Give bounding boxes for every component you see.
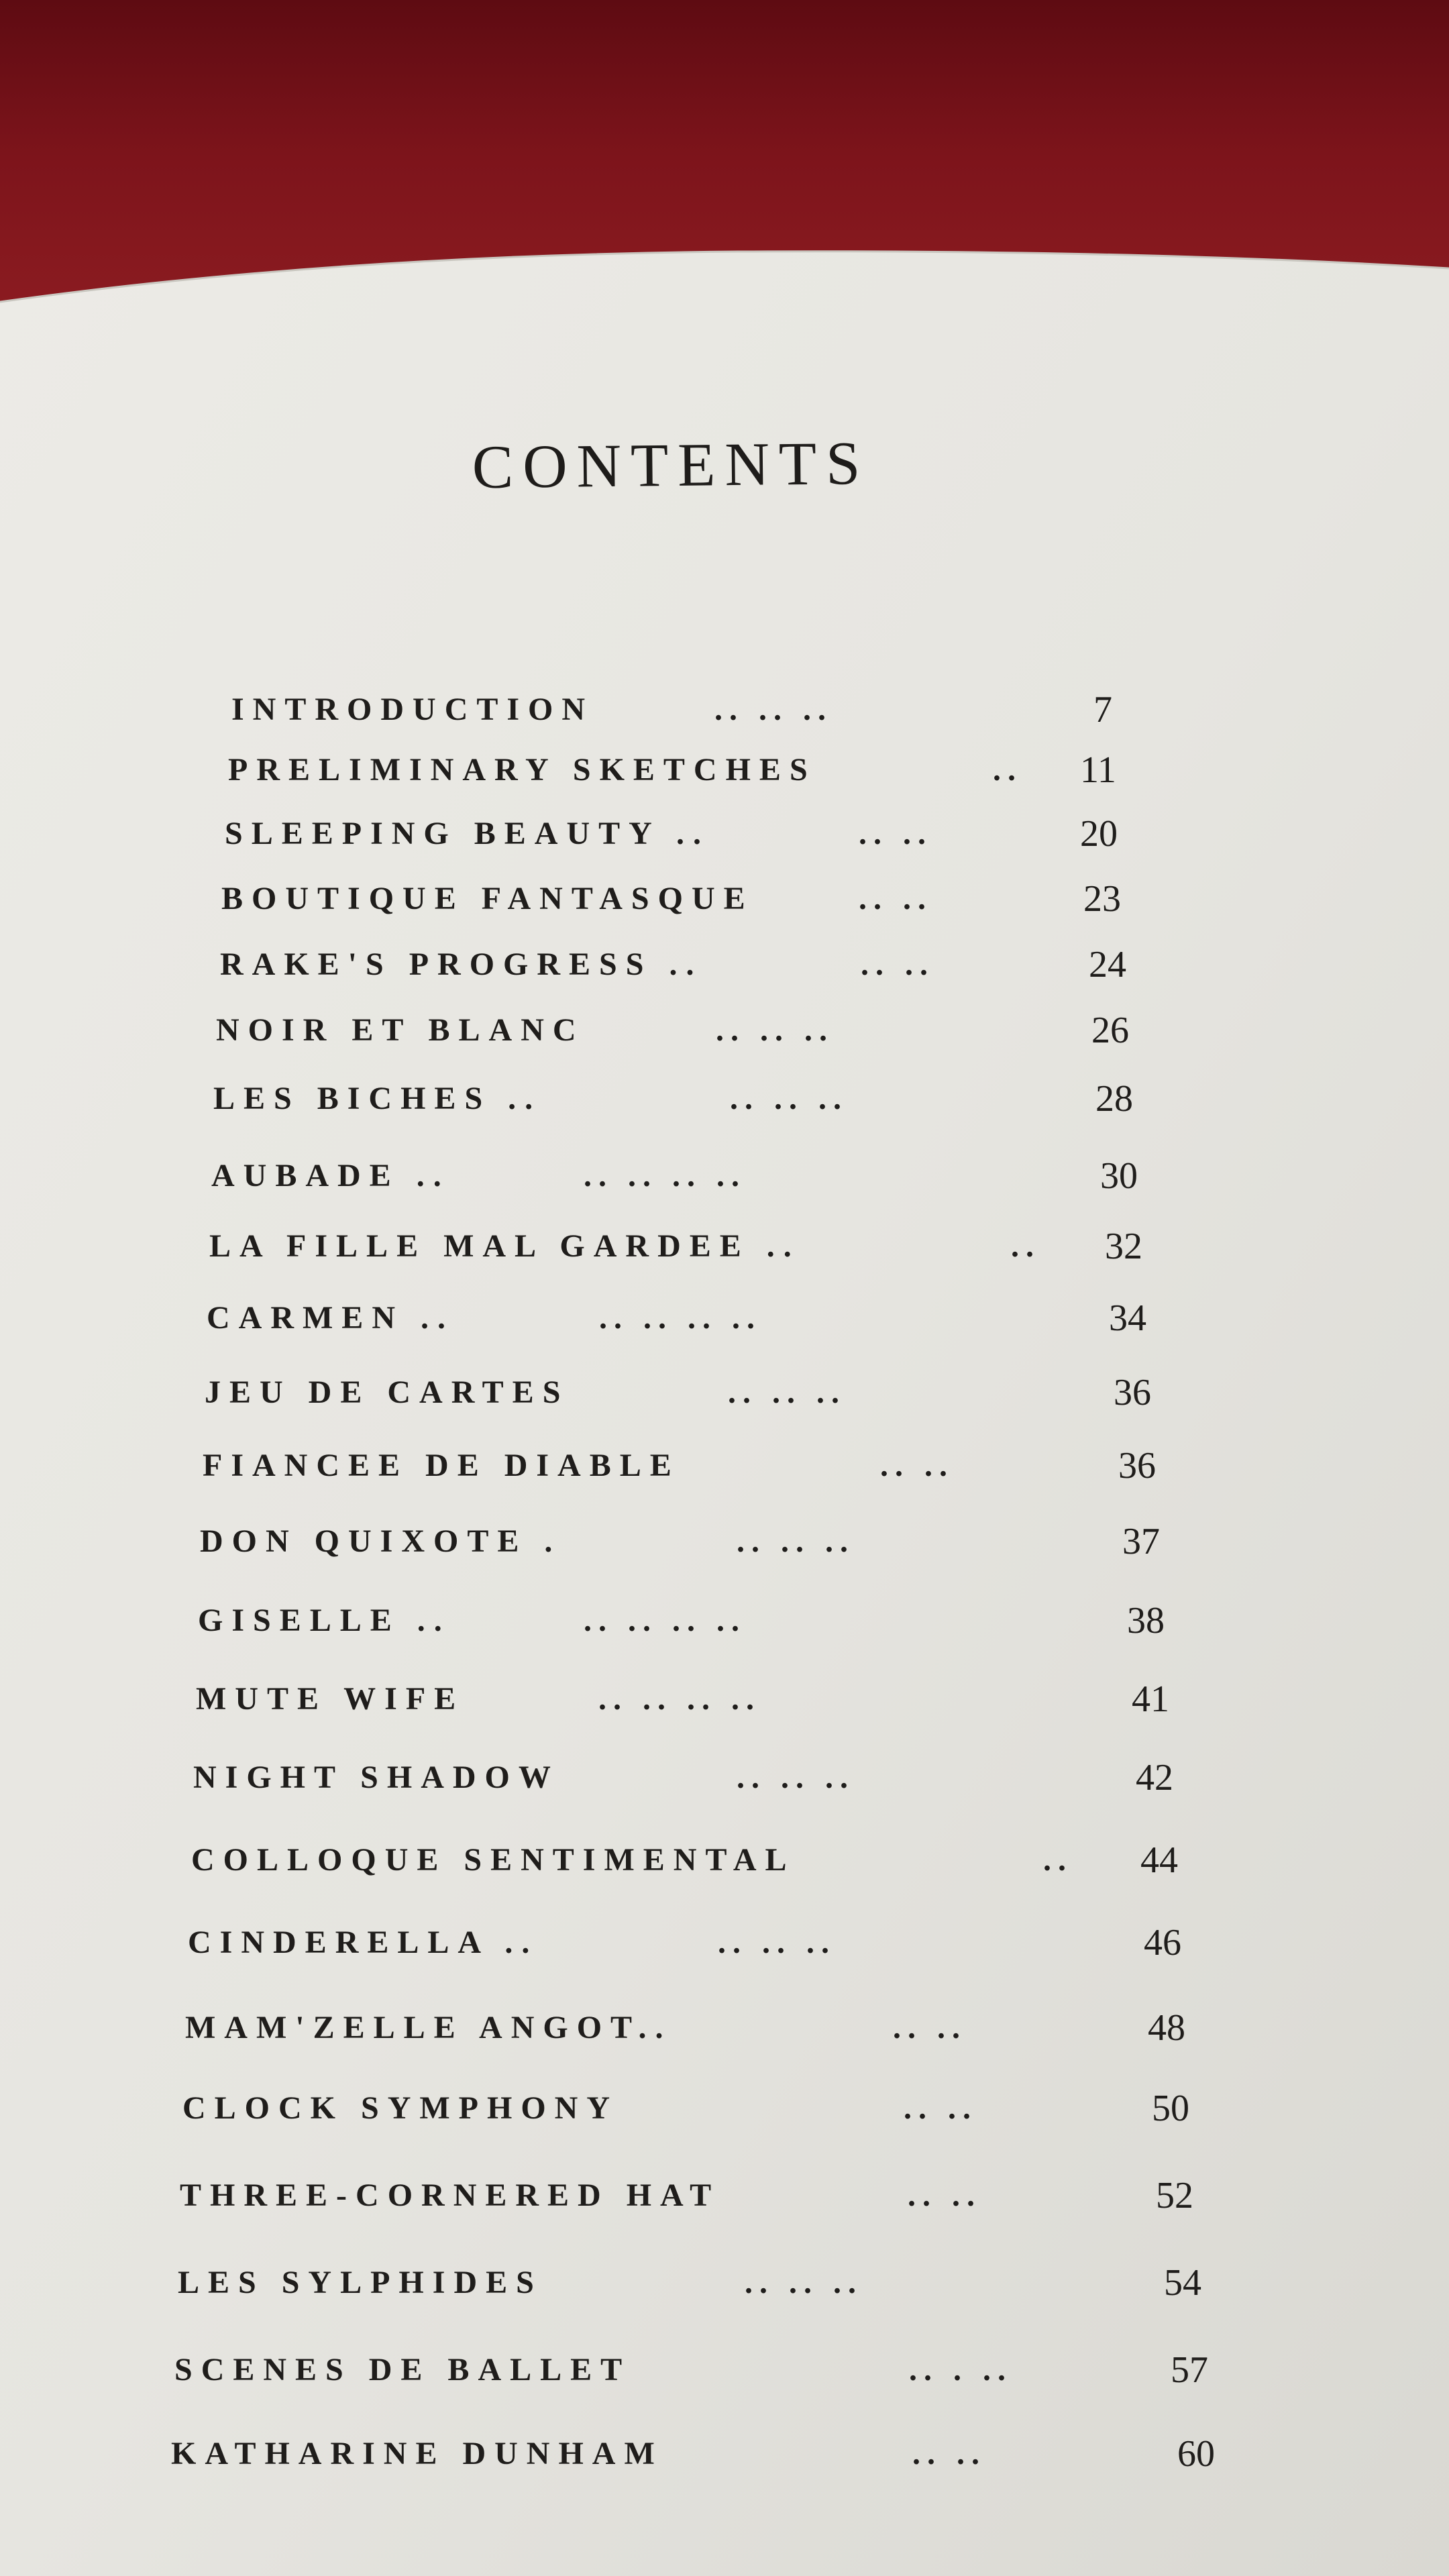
- dot-leaders: .. .. ..: [714, 692, 833, 727]
- dot-leaders: .. .. .. ..: [599, 1300, 761, 1336]
- dot-leaders: ..: [993, 752, 1022, 788]
- dot-leaders: ..: [1011, 1228, 1040, 1264]
- toc-entry-page: 36: [1114, 1372, 1151, 1413]
- toc-entry-title: JEU DE CARTES: [205, 1375, 570, 1410]
- toc-entry-title: CARMEN ..: [207, 1300, 454, 1336]
- dot-leaders: .. .. .. ..: [584, 1603, 746, 1638]
- dot-leaders: .. .. ..: [716, 1012, 834, 1048]
- dot-leaders: .. ..: [908, 2178, 981, 2213]
- toc-entry-page: 32: [1105, 1226, 1142, 1267]
- toc-entry-title: FIANCEE DE DIABLE: [203, 1448, 680, 1483]
- toc-entry-page: 37: [1122, 1521, 1160, 1562]
- toc-entry-page: 38: [1127, 1600, 1165, 1642]
- toc-entry-page: 20: [1080, 813, 1118, 855]
- toc-entry-title: KATHARINE DUNHAM: [171, 2436, 663, 2471]
- dot-leaders: .. .. ..: [718, 1925, 836, 1960]
- dot-leaders: .. ..: [904, 2090, 977, 2126]
- dot-leaders: .. ..: [893, 2010, 967, 2045]
- dot-leaders: .. .. ..: [730, 1081, 848, 1116]
- toc-entry-page: 46: [1144, 1922, 1181, 1964]
- toc-entry-page: 57: [1171, 2349, 1208, 2391]
- toc-entry-page: 44: [1140, 1839, 1178, 1881]
- toc-entry-title: GISELLE ..: [198, 1603, 451, 1638]
- dot-leaders: .. ..: [859, 816, 932, 851]
- toc-entry-title: LES BICHES ..: [213, 1081, 542, 1116]
- toc-entry-page: 41: [1132, 1678, 1169, 1720]
- toc-entry-title: BOUTIQUE FANTASQUE: [221, 881, 754, 916]
- dot-leaders: .. .. ..: [728, 1375, 846, 1410]
- toc-entry-title: LA FILLE MAL GARDEE ..: [209, 1228, 800, 1264]
- toc-entry-title: AUBADE ..: [211, 1158, 450, 1193]
- toc-entry-page: 30: [1100, 1155, 1138, 1197]
- toc-entry-title: COLLOQUE SENTIMENTAL: [191, 1842, 796, 1878]
- toc-entry-title: INTRODUCTION: [231, 692, 594, 727]
- toc-entry-page: 50: [1152, 2088, 1189, 2129]
- toc-entry-page: 28: [1095, 1078, 1133, 1120]
- page-title: CONTENTS: [472, 428, 870, 502]
- dot-leaders: ..: [1043, 1842, 1073, 1878]
- dot-leaders: .. . ..: [909, 2352, 1012, 2387]
- toc-entry-page: 7: [1093, 689, 1112, 731]
- toc-entry-title: SCENES DE BALLET: [174, 2352, 631, 2387]
- toc-entry-page: 54: [1164, 2262, 1201, 2304]
- toc-entry-title: SLEEPING BEAUTY ..: [225, 816, 710, 851]
- toc-entry-page: 11: [1080, 749, 1116, 791]
- toc-entry-title: CLOCK SYMPHONY: [182, 2090, 619, 2126]
- toc-entry-title: NOIR ET BLANC: [216, 1012, 585, 1048]
- dot-leaders: .. .. ..: [737, 1523, 855, 1559]
- toc-entry-page: 26: [1091, 1010, 1129, 1051]
- toc-entry-page: 60: [1177, 2433, 1215, 2475]
- toc-entry-title: LES SYLPHIDES: [178, 2265, 543, 2300]
- toc-entry-page: 52: [1156, 2175, 1193, 2216]
- dot-leaders: .. ..: [861, 947, 934, 982]
- toc-entry-page: 42: [1136, 1757, 1173, 1799]
- dot-leaders: .. ..: [880, 1448, 954, 1483]
- toc-entry-page: 34: [1109, 1297, 1146, 1339]
- toc-entry-title: MUTE WIFE: [196, 1681, 465, 1717]
- toc-entry-page: 24: [1089, 944, 1126, 985]
- dot-leaders: .. ..: [859, 881, 932, 916]
- toc-entry-page: 48: [1148, 2007, 1185, 2049]
- toc-entry-title: PRELIMINARY SKETCHES: [228, 752, 816, 788]
- toc-entry-title: DON QUIXOTE .: [200, 1523, 561, 1559]
- toc-entry-title: THREE-CORNERED HAT: [180, 2178, 720, 2213]
- toc-entry-title: MAM'ZELLE ANGOT..: [185, 2010, 672, 2045]
- toc-entry-page: 23: [1083, 878, 1121, 920]
- dot-leaders: .. .. ..: [745, 2265, 863, 2300]
- dot-leaders: .. ..: [912, 2436, 986, 2471]
- toc-entry-title: NIGHT SHADOW: [193, 1760, 559, 1795]
- dot-leaders: .. .. ..: [737, 1760, 855, 1795]
- toc-entry-page: 36: [1118, 1445, 1156, 1487]
- dot-leaders: .. .. .. ..: [598, 1681, 761, 1717]
- toc-entry-title: CINDERELLA ..: [188, 1925, 539, 1960]
- toc-entry-title: RAKE'S PROGRESS ..: [220, 947, 703, 982]
- dot-leaders: .. .. .. ..: [584, 1158, 746, 1193]
